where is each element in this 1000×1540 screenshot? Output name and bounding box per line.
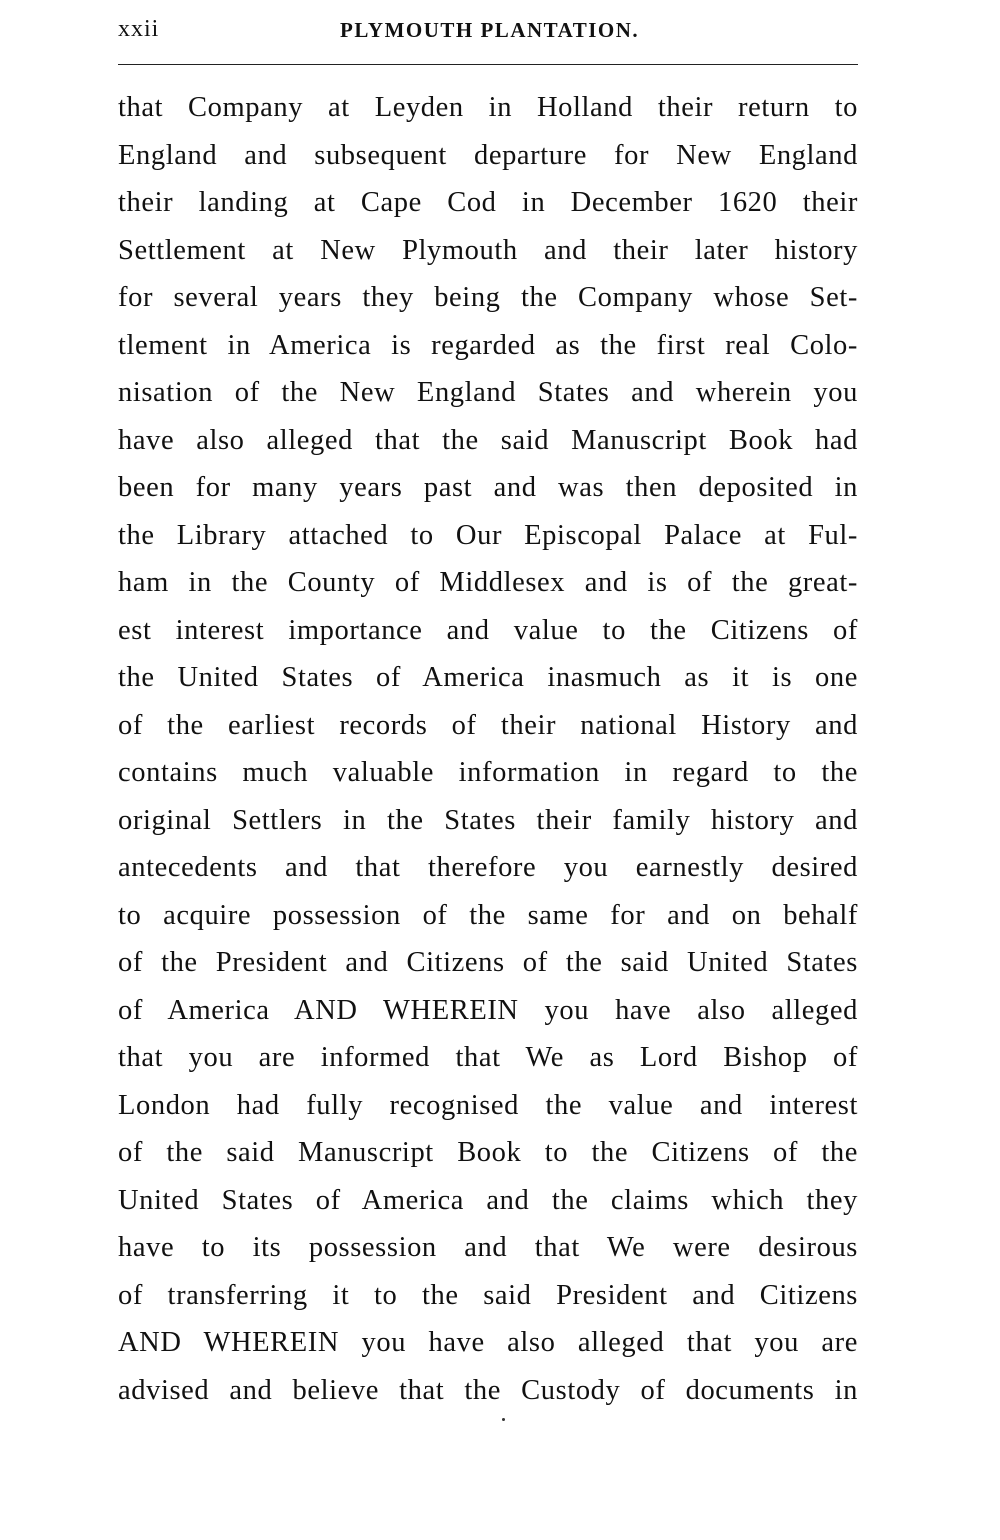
text-line — [118, 943, 858, 991]
text-line — [118, 611, 858, 659]
text-line — [118, 1086, 858, 1134]
text-line-content: of America AND WHEREIN you have also alleged — [118, 994, 858, 1026]
text-line-content: antecedents and that therefore you earnestly desired — [118, 852, 858, 883]
text-line-content: the United States of America inasmuch as it is one — [118, 662, 858, 693]
text-line — [118, 1038, 858, 1086]
text-line-content: that you are informed that We as Lord Bishop of — [118, 1042, 858, 1073]
text-line — [118, 183, 858, 231]
text-line-content: England and subsequent departure for New England — [118, 139, 858, 171]
text-line — [118, 468, 858, 516]
text-line — [118, 278, 858, 326]
running-title: PLYMOUTH PLANTATION. — [340, 18, 640, 42]
text-line — [118, 848, 858, 896]
text-line-content: est interest importance and value to the Citizens of — [118, 614, 858, 646]
text-line — [118, 1181, 858, 1229]
text-line-content: of the earliest records of their national History and — [118, 709, 858, 741]
text-line — [118, 136, 858, 184]
text-line-content: United States of America and the claims which they — [118, 1184, 858, 1216]
text-line — [118, 1371, 858, 1419]
text-line-content: that Company at Leyden in Holland their return to — [118, 92, 858, 123]
text-line — [118, 1228, 858, 1276]
text-line-content: Settlement at New Plymouth and their later history — [118, 234, 858, 266]
text-line-content: of the President and Citizens of the said United States — [118, 947, 858, 978]
text-line-content: the Library attached to Our Episcopal Palace at Ful- — [118, 519, 858, 551]
page-number: xxii — [118, 16, 160, 42]
text-line — [118, 1133, 858, 1181]
text-line-content: nisation of the New England States and wherein you — [118, 377, 858, 408]
print-speck — [502, 1418, 505, 1421]
text-line-content: for several years they being the Company whose Set- — [118, 282, 858, 313]
text-line — [118, 896, 858, 944]
text-line — [118, 373, 858, 421]
text-line — [118, 231, 858, 279]
text-line-content: have to its possession and that We were desirous — [118, 1232, 858, 1263]
text-line-content: London had fully recognised the value and interest — [118, 1089, 858, 1121]
text-line — [118, 326, 858, 374]
text-line — [118, 1323, 858, 1371]
text-line — [118, 658, 858, 706]
text-line-content: of transferring it to the said President and Citizens — [118, 1279, 858, 1311]
text-line-content: have also alleged that the said Manuscript Book had — [118, 424, 858, 456]
text-line-content: advised and believe that the Custody of documents in — [118, 1374, 858, 1406]
header-rule — [118, 64, 858, 65]
text-line-content: contains much valuable information in regard to the — [118, 757, 858, 788]
text-line-content: original Settlers in the States their family history and — [118, 804, 858, 836]
text-line-content: their landing at Cape Cod in December 1620 their — [118, 187, 858, 218]
text-line — [118, 421, 858, 469]
body-text — [118, 88, 858, 1418]
text-line — [118, 1276, 858, 1324]
text-line — [118, 991, 858, 1039]
text-line — [118, 563, 858, 611]
text-line-content: been for many years past and was then deposited in — [118, 472, 858, 503]
text-line-content: ham in the County of Middlesex and is of the great- — [118, 567, 858, 598]
text-line-content: AND WHEREIN you have also alleged that you are — [118, 1327, 858, 1358]
text-line-content: tlement in America is regarded as the first real Colo- — [118, 329, 858, 361]
text-line — [118, 753, 858, 801]
text-line — [118, 88, 858, 136]
text-line-content: of the said Manuscript Book to the Citizens of the — [118, 1137, 858, 1168]
text-line — [118, 516, 858, 564]
text-line — [118, 706, 858, 754]
text-line — [118, 801, 858, 849]
text-line-content: to acquire possession of the same for and on behalf — [118, 899, 858, 931]
